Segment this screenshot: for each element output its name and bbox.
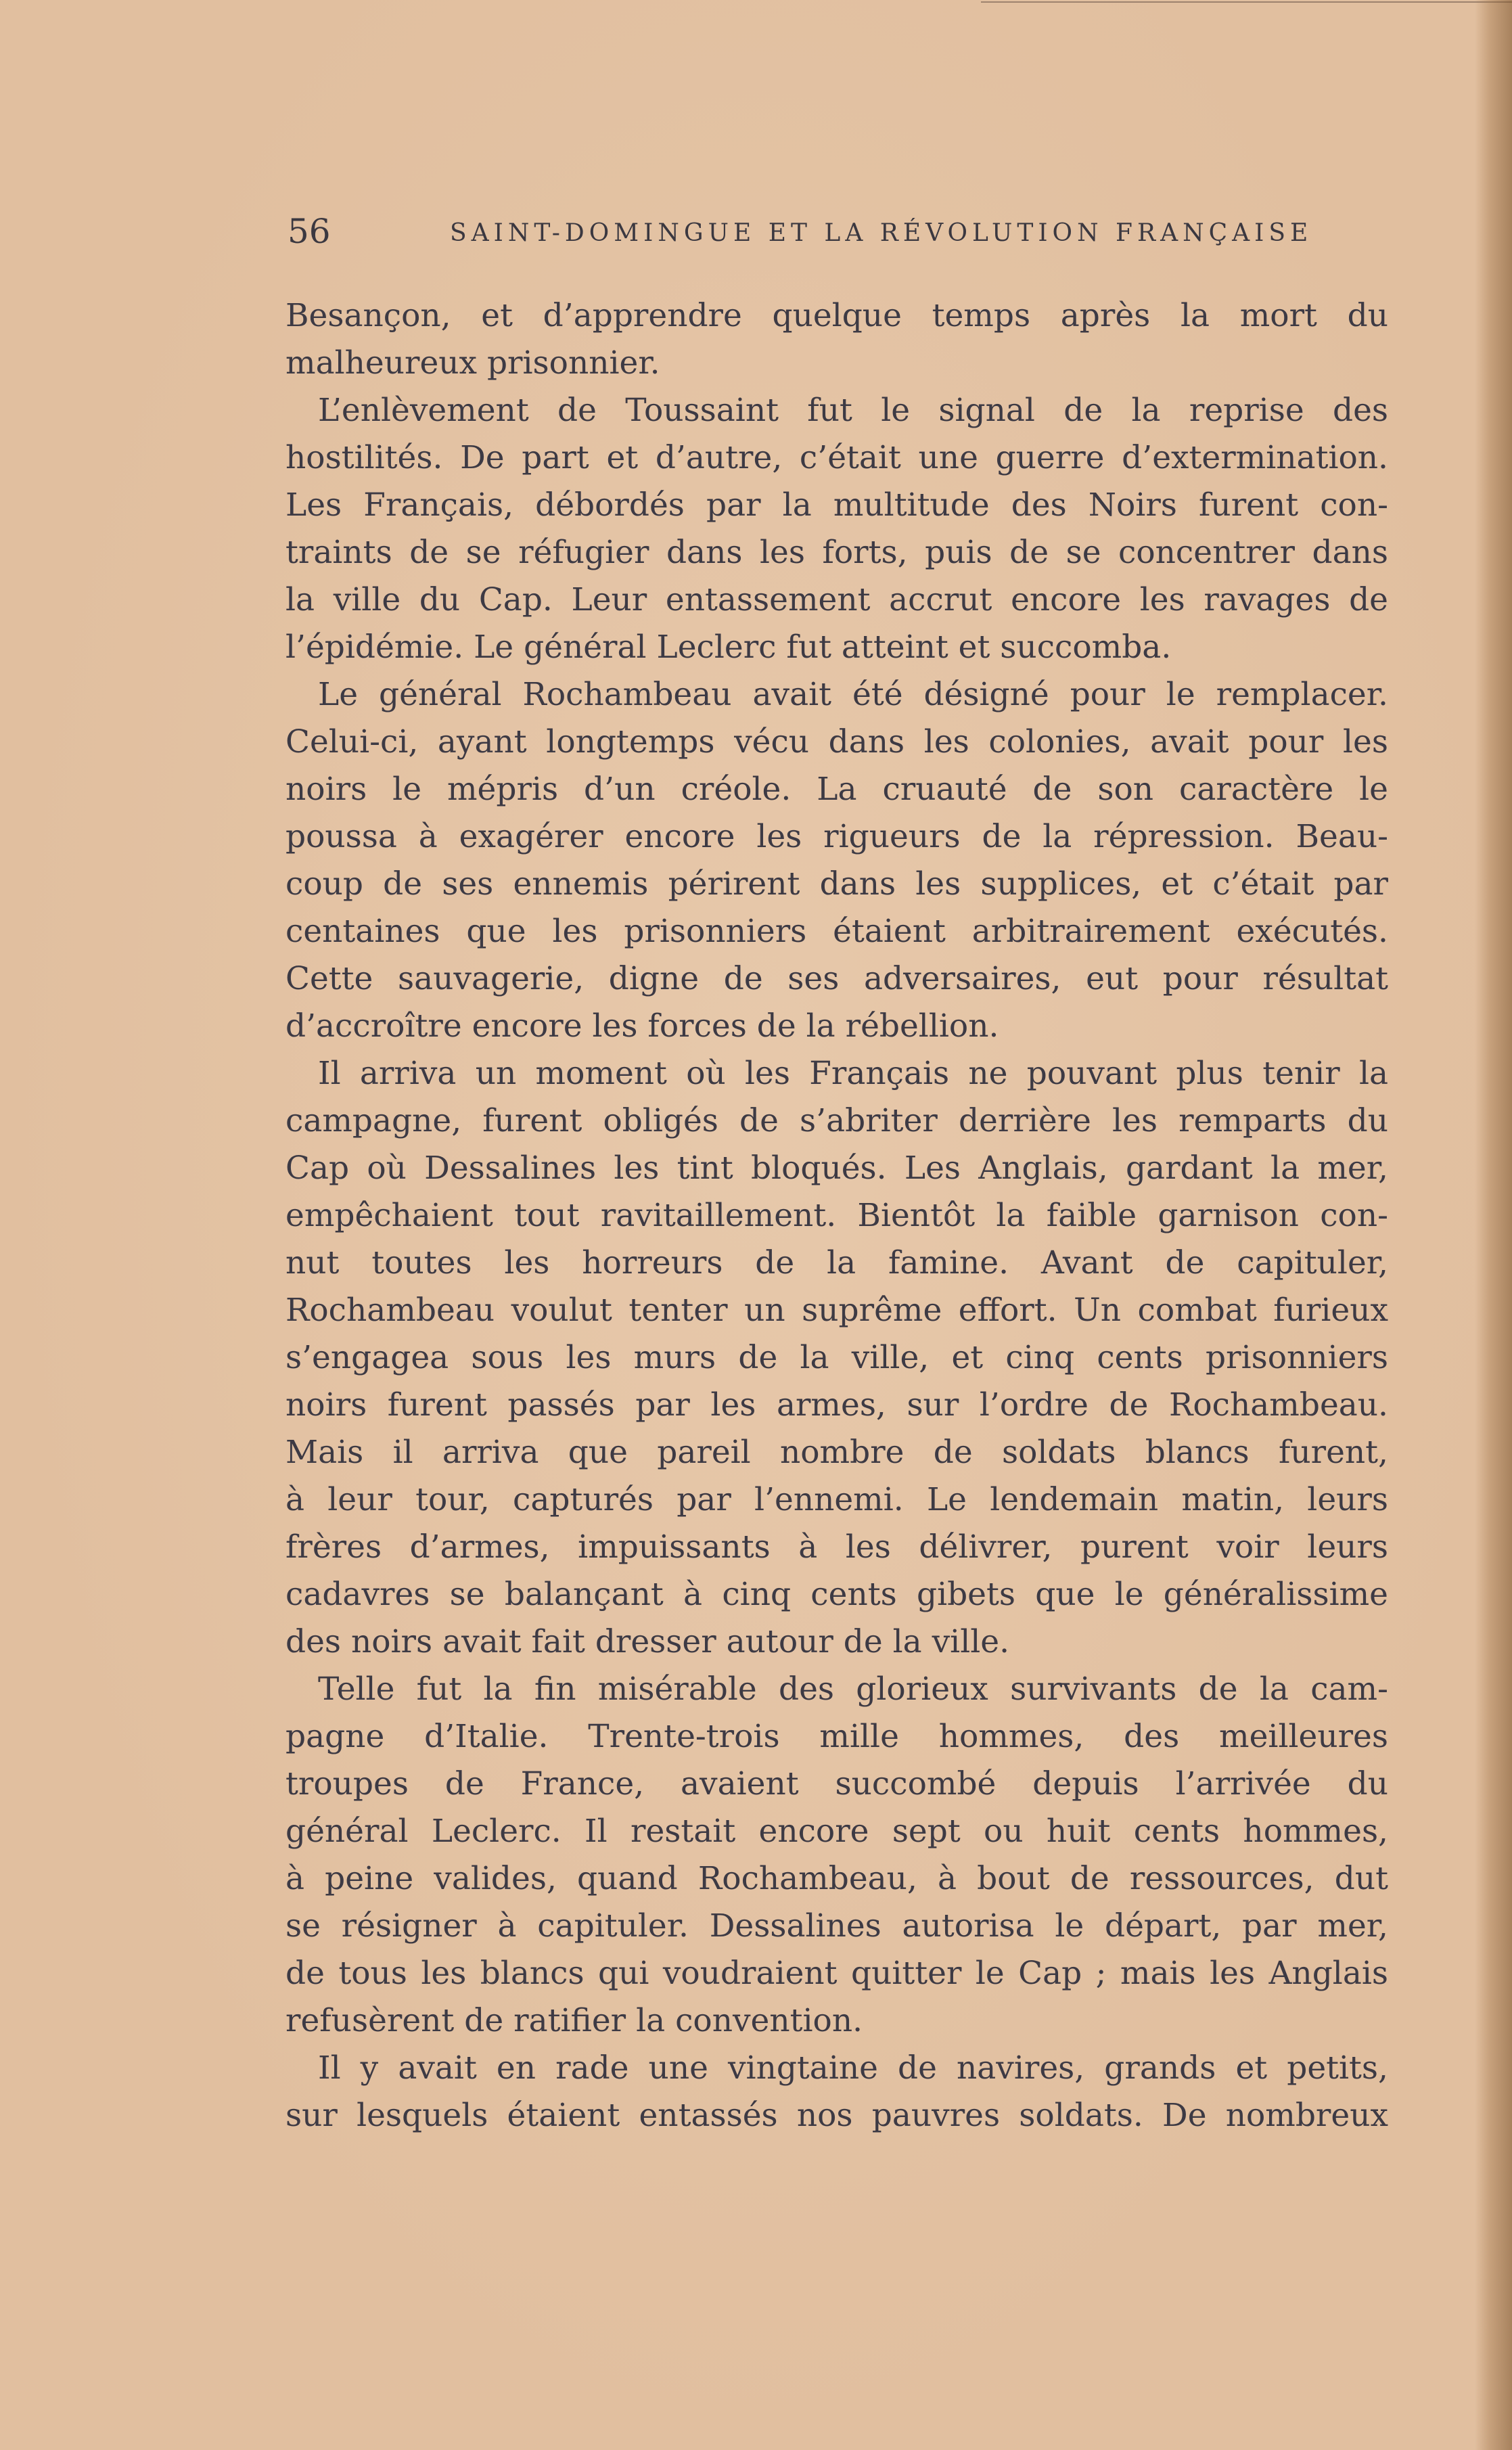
text-line: Besançon, et d’apprendre quelque temps après la mort du bbox=[285, 297, 1388, 334]
text-line: des noirs avait fait dresser autour de la ville. bbox=[285, 1623, 1010, 1660]
paragraph-start-line: Telle fut la fin misérable des glorieux survivants de la cam- bbox=[318, 1671, 1388, 1708]
page-number: 56 bbox=[288, 212, 331, 251]
text-line: de tous les blancs qui voudraient quitter le Cap ; mais les Anglais bbox=[285, 1955, 1388, 1992]
text-line: Cap où Dessalines les tint bloqués. Les Anglais, gardant la mer, bbox=[285, 1150, 1388, 1187]
text-line: malheureux prisonnier. bbox=[285, 344, 660, 382]
page-edge-shadow bbox=[1475, 0, 1512, 2450]
text-line: Les Français, débordés par la multitude des Noirs furent con- bbox=[285, 486, 1388, 524]
text-line: Cette sauvagerie, digne de ses adversaires, eut pour résultat bbox=[285, 960, 1388, 997]
text-line: poussa à exagérer encore les rigueurs de la répression. Beau- bbox=[285, 818, 1388, 855]
text-line: Rochambeau voulut tenter un suprême effort. Un combat furieux bbox=[285, 1292, 1388, 1329]
text-line: troupes de France, avaient succombé depuis l’arrivée du bbox=[285, 1765, 1388, 1802]
page-top-rule bbox=[981, 1, 1512, 3]
text-line: centaines que les prisonniers étaient arbitrairement exécutés. bbox=[285, 913, 1388, 950]
text-line: traints de se réfugier dans les forts, puis de se concentrer dans bbox=[285, 534, 1388, 571]
text-line: noirs furent passés par les armes, sur l’ordre de Rochambeau. bbox=[285, 1386, 1388, 1424]
text-line: Celui-ci, ayant longtemps vécu dans les colonies, avait pour les bbox=[285, 723, 1388, 761]
text-line: noirs le mépris d’un créole. La cruauté de son caractère le bbox=[285, 771, 1388, 808]
text-line: général Leclerc. Il restait encore sept ou huit cents hommes, bbox=[285, 1813, 1388, 1850]
text-line: empêchaient tout ravitaillement. Bientôt la faible garnison con- bbox=[285, 1197, 1388, 1234]
paragraph-start-line: Le général Rochambeau avait été désigné pour le remplacer. bbox=[318, 676, 1388, 713]
text-line: Mais il arriva que pareil nombre de soldats blancs furent, bbox=[285, 1434, 1388, 1471]
text-line: à leur tour, capturés par l’ennemi. Le lendemain matin, leurs bbox=[285, 1481, 1388, 1518]
text-line: s’engagea sous les murs de la ville, et cinq cents prisonniers bbox=[285, 1339, 1388, 1376]
text-line: pagne d’Italie. Trente-trois mille hommes, des meilleures bbox=[285, 1718, 1388, 1755]
paragraph-start-line: Il arriva un moment où les Français ne pouvant plus tenir la bbox=[318, 1055, 1388, 1092]
text-line: l’épidémie. Le général Leclerc fut atteint et succomba. bbox=[285, 629, 1172, 666]
body-text bbox=[285, 292, 1388, 2139]
text-line: la ville du Cap. Leur entassement accrut encore les ravages de bbox=[285, 581, 1388, 618]
page-header bbox=[288, 211, 1390, 252]
running-title: SAINT-DOMINGUE ET LA RÉVOLUTION FRANÇAISE bbox=[450, 219, 1313, 247]
text-line: campagne, furent obligés de s’abriter derrière les remparts du bbox=[285, 1102, 1388, 1139]
text-line: hostilités. De part et d’autre, c’était une guerre d’extermination. bbox=[285, 439, 1388, 476]
text-line: sur lesquels étaient entassés nos pauvres soldats. De nombreux bbox=[285, 2097, 1388, 2134]
text-line: refusèrent de ratifier la convention. bbox=[285, 2002, 863, 2039]
paragraph-start-line: Il y avait en rade une vingtaine de navires, grands et petits, bbox=[318, 2049, 1388, 2087]
text-line: frères d’armes, impuissants à les délivrer, purent voir leurs bbox=[285, 1528, 1388, 1566]
text-line: d’accroître encore les forces de la rébellion. bbox=[285, 1007, 999, 1045]
text-line: se résigner à capituler. Dessalines autorisa le départ, par mer, bbox=[285, 1907, 1388, 1945]
text-line: coup de ses ennemis périrent dans les supplices, et c’était par bbox=[285, 865, 1388, 903]
text-line: nut toutes les horreurs de la famine. Avant de capituler, bbox=[285, 1244, 1388, 1281]
text-line: cadavres se balançant à cinq cents gibets que le généralissime bbox=[285, 1576, 1388, 1613]
text-line: à peine valides, quand Rochambeau, à bout de ressources, dut bbox=[285, 1860, 1388, 1897]
paragraph-start-line: L’enlèvement de Toussaint fut le signal de la reprise des bbox=[318, 392, 1388, 429]
